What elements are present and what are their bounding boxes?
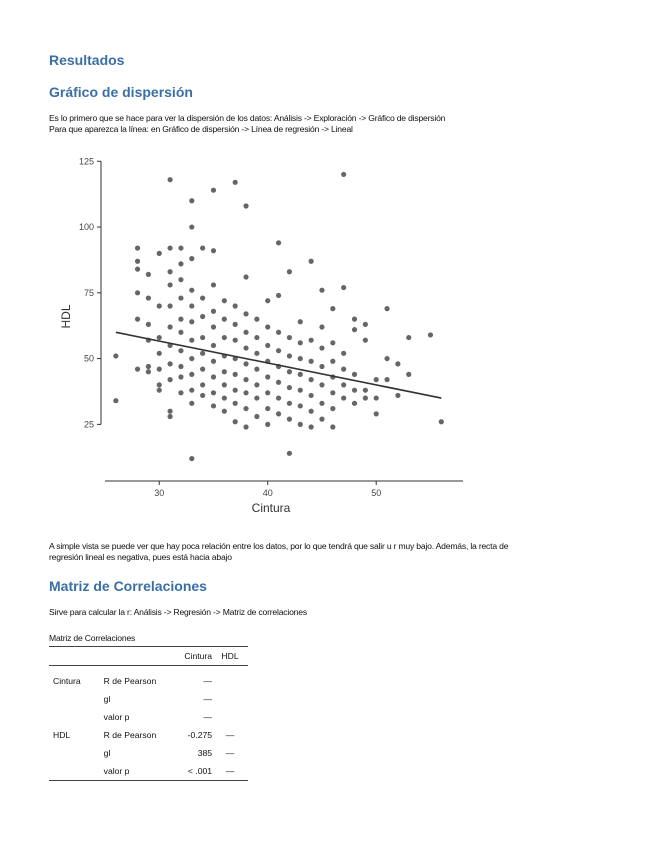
data-point xyxy=(319,288,324,293)
scatter-instructions-line-1: Es lo primero que se hace para ver la dispersión de los datos: Análisis -> Exploración -> Gráfico de dispersión xyxy=(49,113,446,123)
data-point xyxy=(178,364,183,369)
y-axis-label: HDL xyxy=(59,304,73,329)
data-point xyxy=(276,380,281,385)
stat-label: gl xyxy=(103,694,111,704)
data-point xyxy=(341,395,346,400)
results-heading: Resultados xyxy=(49,52,125,68)
data-point xyxy=(276,348,281,353)
data-point xyxy=(233,401,238,406)
data-point xyxy=(200,351,205,356)
data-point xyxy=(276,293,281,298)
stat-label: R de Pearson xyxy=(103,730,157,740)
data-point xyxy=(276,395,281,400)
data-point xyxy=(330,406,335,411)
data-point xyxy=(243,390,248,395)
data-point xyxy=(352,372,357,377)
y-tick-label: 100 xyxy=(78,222,94,233)
data-point xyxy=(211,390,216,395)
column-header-cintura: Cintura xyxy=(184,651,213,661)
data-point xyxy=(276,411,281,416)
data-point xyxy=(178,330,183,335)
data-point xyxy=(352,388,357,393)
data-point xyxy=(276,330,281,335)
data-point xyxy=(222,409,227,414)
data-point xyxy=(384,377,389,382)
cell-value: — xyxy=(203,712,213,722)
data-point xyxy=(189,256,194,261)
data-point xyxy=(243,330,248,335)
data-point xyxy=(243,424,248,429)
data-point xyxy=(265,406,270,411)
data-point xyxy=(352,327,357,332)
data-point xyxy=(341,172,346,177)
data-point xyxy=(189,198,194,203)
row-label: HDL xyxy=(53,730,71,740)
data-point xyxy=(211,324,216,329)
data-point xyxy=(319,401,324,406)
stat-label: gl xyxy=(103,748,111,758)
data-point xyxy=(200,245,205,250)
data-point xyxy=(243,361,248,366)
data-point xyxy=(211,359,216,364)
stat-label: valor p xyxy=(103,712,130,722)
commentary-line-2: regresión lineal es negativa, pues está hacia abajo xyxy=(49,552,232,562)
data-point xyxy=(254,382,259,387)
data-point xyxy=(330,340,335,345)
data-point xyxy=(211,282,216,287)
data-point xyxy=(363,388,368,393)
data-point xyxy=(265,422,270,427)
data-point xyxy=(200,314,205,319)
data-point xyxy=(189,303,194,308)
data-point xyxy=(265,324,270,329)
data-point xyxy=(298,422,303,427)
data-point xyxy=(298,388,303,393)
data-point xyxy=(189,224,194,229)
data-point xyxy=(243,274,248,279)
data-point xyxy=(113,353,118,358)
data-point xyxy=(135,245,140,250)
cell-value: — xyxy=(225,730,235,740)
data-point xyxy=(287,335,292,340)
data-point xyxy=(167,177,172,182)
data-point xyxy=(167,361,172,366)
data-point xyxy=(243,377,248,382)
data-point xyxy=(287,385,292,390)
data-point xyxy=(157,335,162,340)
data-point xyxy=(309,409,314,414)
data-point xyxy=(309,359,314,364)
data-point xyxy=(146,369,151,374)
scatter-heading: Gráfico de dispersión xyxy=(49,84,193,100)
data-point xyxy=(243,406,248,411)
data-point xyxy=(395,393,400,398)
data-point xyxy=(222,298,227,303)
correlation-heading: Matriz de Correlaciones xyxy=(49,578,207,594)
data-point xyxy=(233,372,238,377)
data-point xyxy=(309,393,314,398)
data-point xyxy=(265,374,270,379)
data-point xyxy=(222,317,227,322)
data-point xyxy=(265,343,270,348)
row-label: Cintura xyxy=(53,676,81,686)
data-point xyxy=(135,259,140,264)
data-point xyxy=(233,419,238,424)
data-point xyxy=(189,288,194,293)
data-point xyxy=(254,317,259,322)
stat-label: valor p xyxy=(103,766,130,776)
data-point xyxy=(167,282,172,287)
data-point xyxy=(167,269,172,274)
data-point xyxy=(222,335,227,340)
data-point xyxy=(178,295,183,300)
data-point xyxy=(406,372,411,377)
data-point xyxy=(211,188,216,193)
data-point xyxy=(167,303,172,308)
scatter-plot xyxy=(58,148,478,523)
data-point xyxy=(200,335,205,340)
data-point xyxy=(135,367,140,372)
data-point xyxy=(211,374,216,379)
data-point xyxy=(287,451,292,456)
data-point xyxy=(254,367,259,372)
stat-label: R de Pearson xyxy=(103,676,157,686)
cell-value: < .001 xyxy=(187,766,213,776)
data-point xyxy=(200,382,205,387)
data-point xyxy=(298,340,303,345)
data-point xyxy=(167,414,172,419)
y-tick-label: 50 xyxy=(83,353,94,364)
data-point xyxy=(287,269,292,274)
scatter-instructions-line-2: Para que aparezca la línea: en Gráfico de dispersión -> Línea de regresión -> Lineal xyxy=(49,124,353,134)
data-point xyxy=(374,411,379,416)
data-point xyxy=(233,388,238,393)
data-point xyxy=(189,456,194,461)
data-point xyxy=(428,332,433,337)
data-point xyxy=(178,317,183,322)
cell-value: — xyxy=(203,694,213,704)
table-row xyxy=(49,666,248,691)
table-row xyxy=(49,708,248,726)
data-point xyxy=(341,367,346,372)
data-point xyxy=(243,345,248,350)
table-row xyxy=(49,744,248,762)
data-point xyxy=(319,417,324,422)
data-point xyxy=(167,245,172,250)
data-point xyxy=(384,306,389,311)
data-point xyxy=(178,261,183,266)
x-tick-label: 40 xyxy=(262,488,273,498)
data-point xyxy=(113,398,118,403)
data-point xyxy=(189,356,194,361)
data-point xyxy=(157,351,162,356)
data-point xyxy=(157,388,162,393)
data-point xyxy=(287,369,292,374)
data-point xyxy=(319,382,324,387)
data-point xyxy=(341,382,346,387)
cell-value: — xyxy=(225,766,235,776)
data-point xyxy=(319,364,324,369)
data-point xyxy=(363,395,368,400)
data-point xyxy=(189,338,194,343)
data-point xyxy=(157,382,162,387)
data-point xyxy=(211,403,216,408)
data-point xyxy=(287,417,292,422)
data-point xyxy=(167,409,172,414)
data-point xyxy=(298,319,303,324)
data-point xyxy=(384,356,389,361)
data-point xyxy=(135,267,140,272)
data-point xyxy=(374,377,379,382)
data-point xyxy=(222,382,227,387)
data-point xyxy=(211,248,216,253)
data-point xyxy=(254,414,259,419)
data-point xyxy=(287,353,292,358)
data-point xyxy=(330,424,335,429)
data-point xyxy=(319,324,324,329)
data-point xyxy=(374,395,379,400)
x-axis-label: Cintura xyxy=(251,501,291,515)
cell-value: 385 xyxy=(197,748,213,758)
data-point xyxy=(406,335,411,340)
data-point xyxy=(211,343,216,348)
data-point xyxy=(233,180,238,185)
table-row xyxy=(49,762,248,781)
data-point xyxy=(363,338,368,343)
data-point xyxy=(254,395,259,400)
data-point xyxy=(352,401,357,406)
commentary-line-1: A simple vista se puede ver que hay poca relación entre los datos, por lo que tendrá que salir u r muy bajo. Además, la recta de xyxy=(49,541,509,551)
column-header-hdl: HDL xyxy=(221,651,239,661)
data-point xyxy=(341,351,346,356)
data-point xyxy=(276,240,281,245)
data-point xyxy=(233,338,238,343)
y-tick-label: 125 xyxy=(78,156,94,167)
correlation-table xyxy=(49,646,248,781)
x-tick-label: 50 xyxy=(371,488,382,498)
data-point xyxy=(287,401,292,406)
data-point xyxy=(189,388,194,393)
data-point xyxy=(395,361,400,366)
data-point xyxy=(167,324,172,329)
x-tick-label: 30 xyxy=(154,488,165,498)
data-point xyxy=(178,390,183,395)
data-point xyxy=(189,319,194,324)
data-point xyxy=(363,322,368,327)
data-point xyxy=(178,245,183,250)
data-point xyxy=(189,401,194,406)
data-point xyxy=(352,317,357,322)
data-point xyxy=(146,322,151,327)
correlation-instructions: Sirve para calcular la r: Análisis -> Regresión -> Matriz de correlaciones xyxy=(49,607,307,617)
data-point xyxy=(254,351,259,356)
data-point xyxy=(309,377,314,382)
data-point xyxy=(319,345,324,350)
data-point xyxy=(309,424,314,429)
data-point xyxy=(233,322,238,327)
data-point xyxy=(254,335,259,340)
data-point xyxy=(146,295,151,300)
data-point xyxy=(341,285,346,290)
data-point xyxy=(330,359,335,364)
data-point xyxy=(330,306,335,311)
data-point xyxy=(178,374,183,379)
data-point xyxy=(265,298,270,303)
regression-line xyxy=(116,332,441,398)
data-point xyxy=(200,367,205,372)
data-point xyxy=(222,369,227,374)
data-point xyxy=(439,419,444,424)
data-point xyxy=(233,303,238,308)
data-point xyxy=(167,377,172,382)
data-point xyxy=(222,395,227,400)
data-point xyxy=(211,309,216,314)
data-point xyxy=(330,390,335,395)
data-point xyxy=(178,277,183,282)
data-point xyxy=(265,390,270,395)
data-point xyxy=(157,303,162,308)
data-point xyxy=(298,403,303,408)
data-point xyxy=(189,372,194,377)
cell-value: — xyxy=(203,676,213,686)
data-point xyxy=(178,348,183,353)
data-point xyxy=(146,272,151,277)
data-point xyxy=(243,203,248,208)
y-tick-label: 75 xyxy=(83,287,94,298)
data-point xyxy=(298,372,303,377)
data-point xyxy=(157,251,162,256)
table-title: Matriz de Correlaciones xyxy=(49,633,136,643)
data-point xyxy=(243,311,248,316)
data-point xyxy=(200,393,205,398)
data-point xyxy=(298,356,303,361)
y-tick-label: 25 xyxy=(83,419,94,430)
data-point xyxy=(309,259,314,264)
data-point xyxy=(146,364,151,369)
data-point xyxy=(135,317,140,322)
data-point xyxy=(157,367,162,372)
data-point xyxy=(309,338,314,343)
table-row xyxy=(49,690,248,708)
data-point xyxy=(135,290,140,295)
data-point xyxy=(200,295,205,300)
table-row xyxy=(49,726,248,744)
cell-value: — xyxy=(225,748,235,758)
cell-value: -0.275 xyxy=(187,730,213,740)
